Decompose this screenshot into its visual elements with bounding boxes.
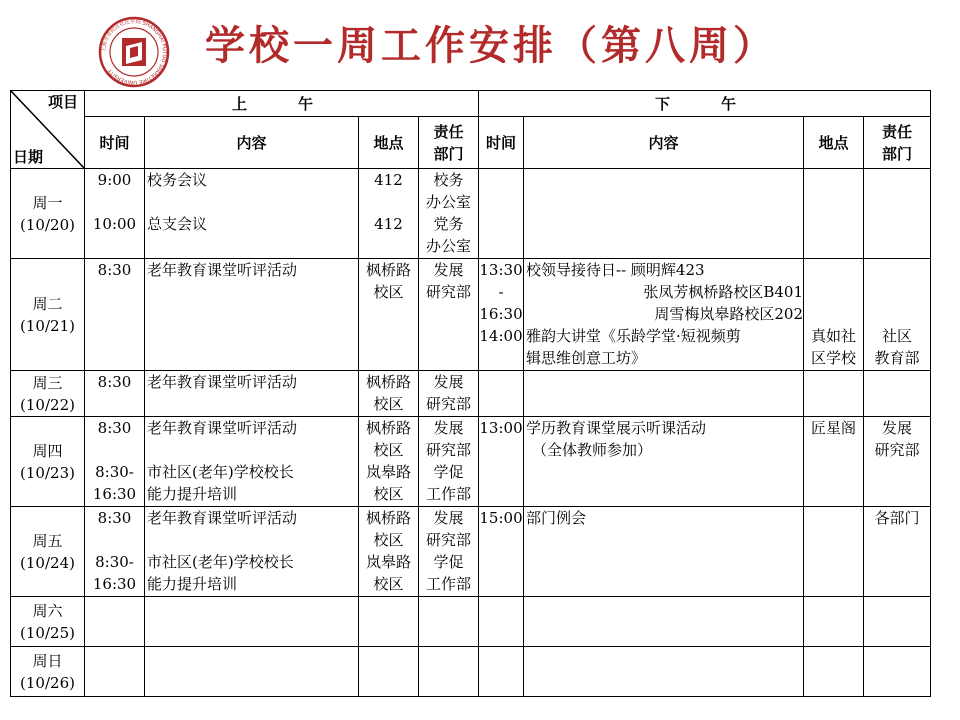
pm-dept-cell	[864, 417, 931, 507]
cell-text-line	[85, 529, 144, 551]
am-dept-cell	[419, 169, 479, 259]
cell-text-line: 雅韵大讲堂《乐龄学堂·短视频剪	[526, 327, 741, 345]
weekly-schedule-table	[10, 90, 931, 697]
day-date: (10/22)	[20, 395, 75, 414]
day-date: (10/24)	[20, 553, 75, 572]
cell-text-line	[804, 259, 863, 281]
pm-content-cell	[524, 259, 804, 371]
am-dept-cell	[419, 371, 479, 417]
pm-time-cell	[479, 259, 524, 371]
cell-text-line: 发展	[433, 509, 464, 527]
cell-text-line: 社区	[882, 327, 913, 345]
pm-dept-cell	[864, 169, 931, 259]
pm-time-cell	[479, 371, 524, 417]
pm-place-cell	[804, 169, 864, 259]
am-dept-cell	[419, 507, 479, 597]
cell-text-line: 能力提升培训	[147, 575, 238, 593]
cell-text-line: 老年教育课堂听评活动	[147, 373, 298, 391]
cell-text-line: 老年教育课堂听评活动	[147, 419, 298, 437]
schedule-row	[11, 647, 931, 697]
am-time-cell	[85, 507, 145, 597]
cell-text-line: 市社区(老年)学校校长	[147, 463, 294, 481]
school-logo	[98, 16, 170, 88]
cell-text-line: 13:00	[479, 419, 523, 437]
cell-text-line: （全体教师参加）	[532, 441, 653, 459]
cell-text-line: 16:30	[92, 485, 137, 503]
cell-text-line: 岚皋路	[365, 463, 411, 481]
am-dept-cell	[419, 417, 479, 507]
pm-time-header: 时间	[479, 117, 524, 169]
am-place-cell	[359, 417, 419, 507]
pm-dept-cell	[864, 259, 931, 371]
cell-text-line: 周雪梅岚皋路校区202	[654, 305, 804, 323]
day-date: (10/26)	[20, 673, 75, 692]
cell-text-line: 校区	[373, 575, 404, 593]
day-date: (10/21)	[20, 316, 75, 335]
cell-text-line: 校区	[373, 395, 404, 413]
pm-content-cell	[524, 507, 804, 597]
day-cell	[11, 371, 85, 417]
am-content-cell	[145, 169, 359, 259]
cell-text-line: 匠星阁	[811, 419, 857, 437]
cell-text-line: 9:00	[97, 171, 132, 189]
am-content-cell	[145, 597, 359, 647]
cell-text-line: 老年教育课堂听评活动	[147, 509, 298, 527]
cell-text-line	[85, 191, 144, 213]
am-content-header: 内容	[145, 117, 359, 169]
cell-text-line	[804, 507, 863, 529]
cell-text-line: 发展	[882, 419, 913, 437]
cell-text-line	[359, 191, 418, 213]
cell-text-line: 研究部	[426, 441, 472, 459]
afternoon-header: 下 午	[479, 91, 931, 117]
day-name: 周五	[32, 531, 63, 550]
cell-text-line: 发展	[433, 373, 464, 391]
cell-text-line: 老年教育课堂听评活动	[147, 261, 298, 279]
cell-text-line	[359, 235, 418, 257]
cell-text-line: 校务会议	[147, 171, 208, 189]
cell-text-line: 枫桥路	[365, 373, 411, 391]
cell-text-line: 张凤芳枫桥路校区B401	[643, 283, 804, 301]
cell-text-line: 党务	[433, 215, 464, 233]
day-name: 周六	[32, 601, 63, 620]
corner-date-label: 日期	[13, 148, 44, 166]
pm-dept-cell	[864, 647, 931, 697]
cell-text-line	[864, 303, 930, 325]
pm-dept-header: 责任 部门	[864, 117, 931, 169]
cell-text-line	[804, 281, 863, 303]
am-time-cell	[85, 647, 145, 697]
day-date: (10/23)	[20, 463, 75, 482]
cell-text-line: 16:30	[479, 305, 523, 323]
cell-text-line: 校领导接待日-- 顾明辉423	[526, 261, 705, 279]
cell-text-line: 8:30	[97, 261, 132, 279]
am-place-cell	[359, 371, 419, 417]
cell-text-line: 8:30	[97, 419, 132, 437]
pm-place-cell	[804, 417, 864, 507]
cell-text-line: 412	[374, 171, 403, 189]
pm-place-cell	[804, 597, 864, 647]
logo-ring-text: 上海市普陀区社区学院 SHANGHAI PUTUO SPARETIME UNIVERSITY	[100, 18, 168, 86]
am-content-cell	[145, 647, 359, 697]
pm-content-cell	[524, 371, 804, 417]
pm-time-cell	[479, 169, 524, 259]
pm-place-header: 地点	[804, 117, 864, 169]
cell-text-line: 发展	[433, 419, 464, 437]
am-dept-cell	[419, 647, 479, 697]
cell-text-line: 8:30	[97, 373, 132, 391]
day-cell	[11, 507, 85, 597]
day-name: 周四	[32, 441, 63, 460]
am-place-cell	[359, 647, 419, 697]
am-content-cell	[145, 417, 359, 507]
cell-text-line: 学促	[433, 553, 464, 571]
cell-text-line: 市社区(老年)学校校长	[147, 553, 294, 571]
cell-text-line: 岚皋路	[365, 553, 411, 571]
pm-place-cell	[804, 507, 864, 597]
am-place-cell	[359, 169, 419, 259]
cell-text-line	[147, 191, 358, 213]
cell-text-line: 8:30	[97, 509, 132, 527]
cell-text-line: 研究部	[874, 441, 920, 459]
schedule-row	[11, 169, 931, 259]
cell-text-line: 枫桥路	[365, 261, 411, 279]
corner-project-label: 项目	[47, 93, 78, 111]
am-content-cell	[145, 507, 359, 597]
cell-text-line: 办公室	[426, 237, 472, 255]
pm-content-cell	[524, 597, 804, 647]
cell-text-line	[147, 529, 358, 551]
pm-time-cell	[479, 647, 524, 697]
cell-text-line: 10:00	[92, 215, 137, 233]
cell-text-line: 部门例会	[526, 509, 587, 527]
cell-text-line: 校区	[373, 485, 404, 503]
pm-dept-cell	[864, 371, 931, 417]
cell-text-line: 发展	[433, 261, 464, 279]
cell-text-line: 15:00	[479, 509, 523, 527]
day-cell	[11, 169, 85, 259]
am-dept-cell	[419, 259, 479, 371]
cell-text-line	[85, 235, 144, 257]
cell-text-line	[147, 439, 358, 461]
cell-text-line: 工作部	[426, 485, 472, 503]
pm-place-cell	[804, 371, 864, 417]
cell-text-line: 各部门	[874, 509, 920, 527]
cell-text-line: 研究部	[426, 283, 472, 301]
cell-text-line: 校务	[433, 171, 464, 189]
day-cell	[11, 417, 85, 507]
cell-text-line: -	[498, 283, 504, 301]
am-place-cell	[359, 507, 419, 597]
cell-text-line: 校区	[373, 283, 404, 301]
cell-text-line: 枫桥路	[365, 419, 411, 437]
cell-text-line: 能力提升培训	[147, 485, 238, 503]
am-place-cell	[359, 597, 419, 647]
day-name: 周日	[32, 651, 63, 670]
pm-place-cell	[804, 259, 864, 371]
am-place-header: 地点	[359, 117, 419, 169]
day-cell	[11, 597, 85, 647]
am-content-cell	[145, 259, 359, 371]
cell-text-line: 辑思维创意工坊》	[526, 349, 647, 367]
cell-text-line: 办公室	[426, 193, 472, 211]
page-title: 学校一周工作安排（第八周）	[205, 22, 777, 69]
cell-text-line: 8:30-	[95, 463, 134, 481]
day-date: (10/20)	[20, 215, 75, 234]
am-time-cell	[85, 371, 145, 417]
schedule-row	[11, 597, 931, 647]
day-date: (10/25)	[20, 623, 75, 642]
cell-text-line: 学历教育课堂展示听课活动	[526, 419, 707, 437]
morning-header: 上 午	[85, 91, 479, 117]
cell-text-line	[864, 259, 930, 281]
cell-text-line: 枫桥路	[365, 509, 411, 527]
am-dept-cell	[419, 597, 479, 647]
day-cell	[11, 259, 85, 371]
day-name: 周一	[32, 193, 63, 212]
pm-content-header: 内容	[524, 117, 804, 169]
pm-time-cell	[479, 507, 524, 597]
pm-content-cell	[524, 647, 804, 697]
am-time-cell	[85, 259, 145, 371]
cell-text-line	[864, 281, 930, 303]
pm-dept-cell	[864, 507, 931, 597]
cell-text-line: 工作部	[426, 575, 472, 593]
cell-text-line: 研究部	[426, 395, 472, 413]
pm-dept-cell	[864, 597, 931, 647]
am-dept-header: 责任 部门	[419, 117, 479, 169]
cell-text-line: 校区	[373, 441, 404, 459]
am-place-cell	[359, 259, 419, 371]
cell-text-line	[147, 235, 358, 257]
am-time-cell	[85, 417, 145, 507]
cell-text-line: 412	[374, 215, 403, 233]
cell-text-line: 校区	[373, 531, 404, 549]
pm-place-cell	[804, 647, 864, 697]
schedule-row	[11, 417, 931, 507]
pm-time-cell	[479, 597, 524, 647]
schedule-row	[11, 259, 931, 371]
am-time-cell	[85, 169, 145, 259]
cell-text-line: 学促	[433, 463, 464, 481]
am-time-header: 时间	[85, 117, 145, 169]
cell-text-line: 教育部	[874, 349, 920, 367]
schedule-row	[11, 371, 931, 417]
cell-text-line: 8:30-	[95, 553, 134, 571]
cell-text-line: 真如社	[811, 327, 857, 345]
cell-text-line: 总支会议	[147, 215, 208, 233]
am-content-cell	[145, 371, 359, 417]
cell-text-line: 区学校	[811, 349, 857, 367]
am-time-cell	[85, 597, 145, 647]
day-cell	[11, 647, 85, 697]
pm-content-cell	[524, 169, 804, 259]
pm-content-cell	[524, 417, 804, 507]
corner-header	[11, 91, 85, 169]
pm-time-cell	[479, 417, 524, 507]
cell-text-line: 研究部	[426, 531, 472, 549]
cell-text-line: 14:00	[479, 327, 523, 345]
cell-text-line	[804, 303, 863, 325]
day-name: 周二	[32, 294, 63, 313]
day-name: 周三	[32, 373, 63, 392]
cell-text-line: 13:30	[479, 261, 523, 279]
schedule-row	[11, 507, 931, 597]
cell-text-line	[85, 439, 144, 461]
cell-text-line: 16:30	[92, 575, 137, 593]
